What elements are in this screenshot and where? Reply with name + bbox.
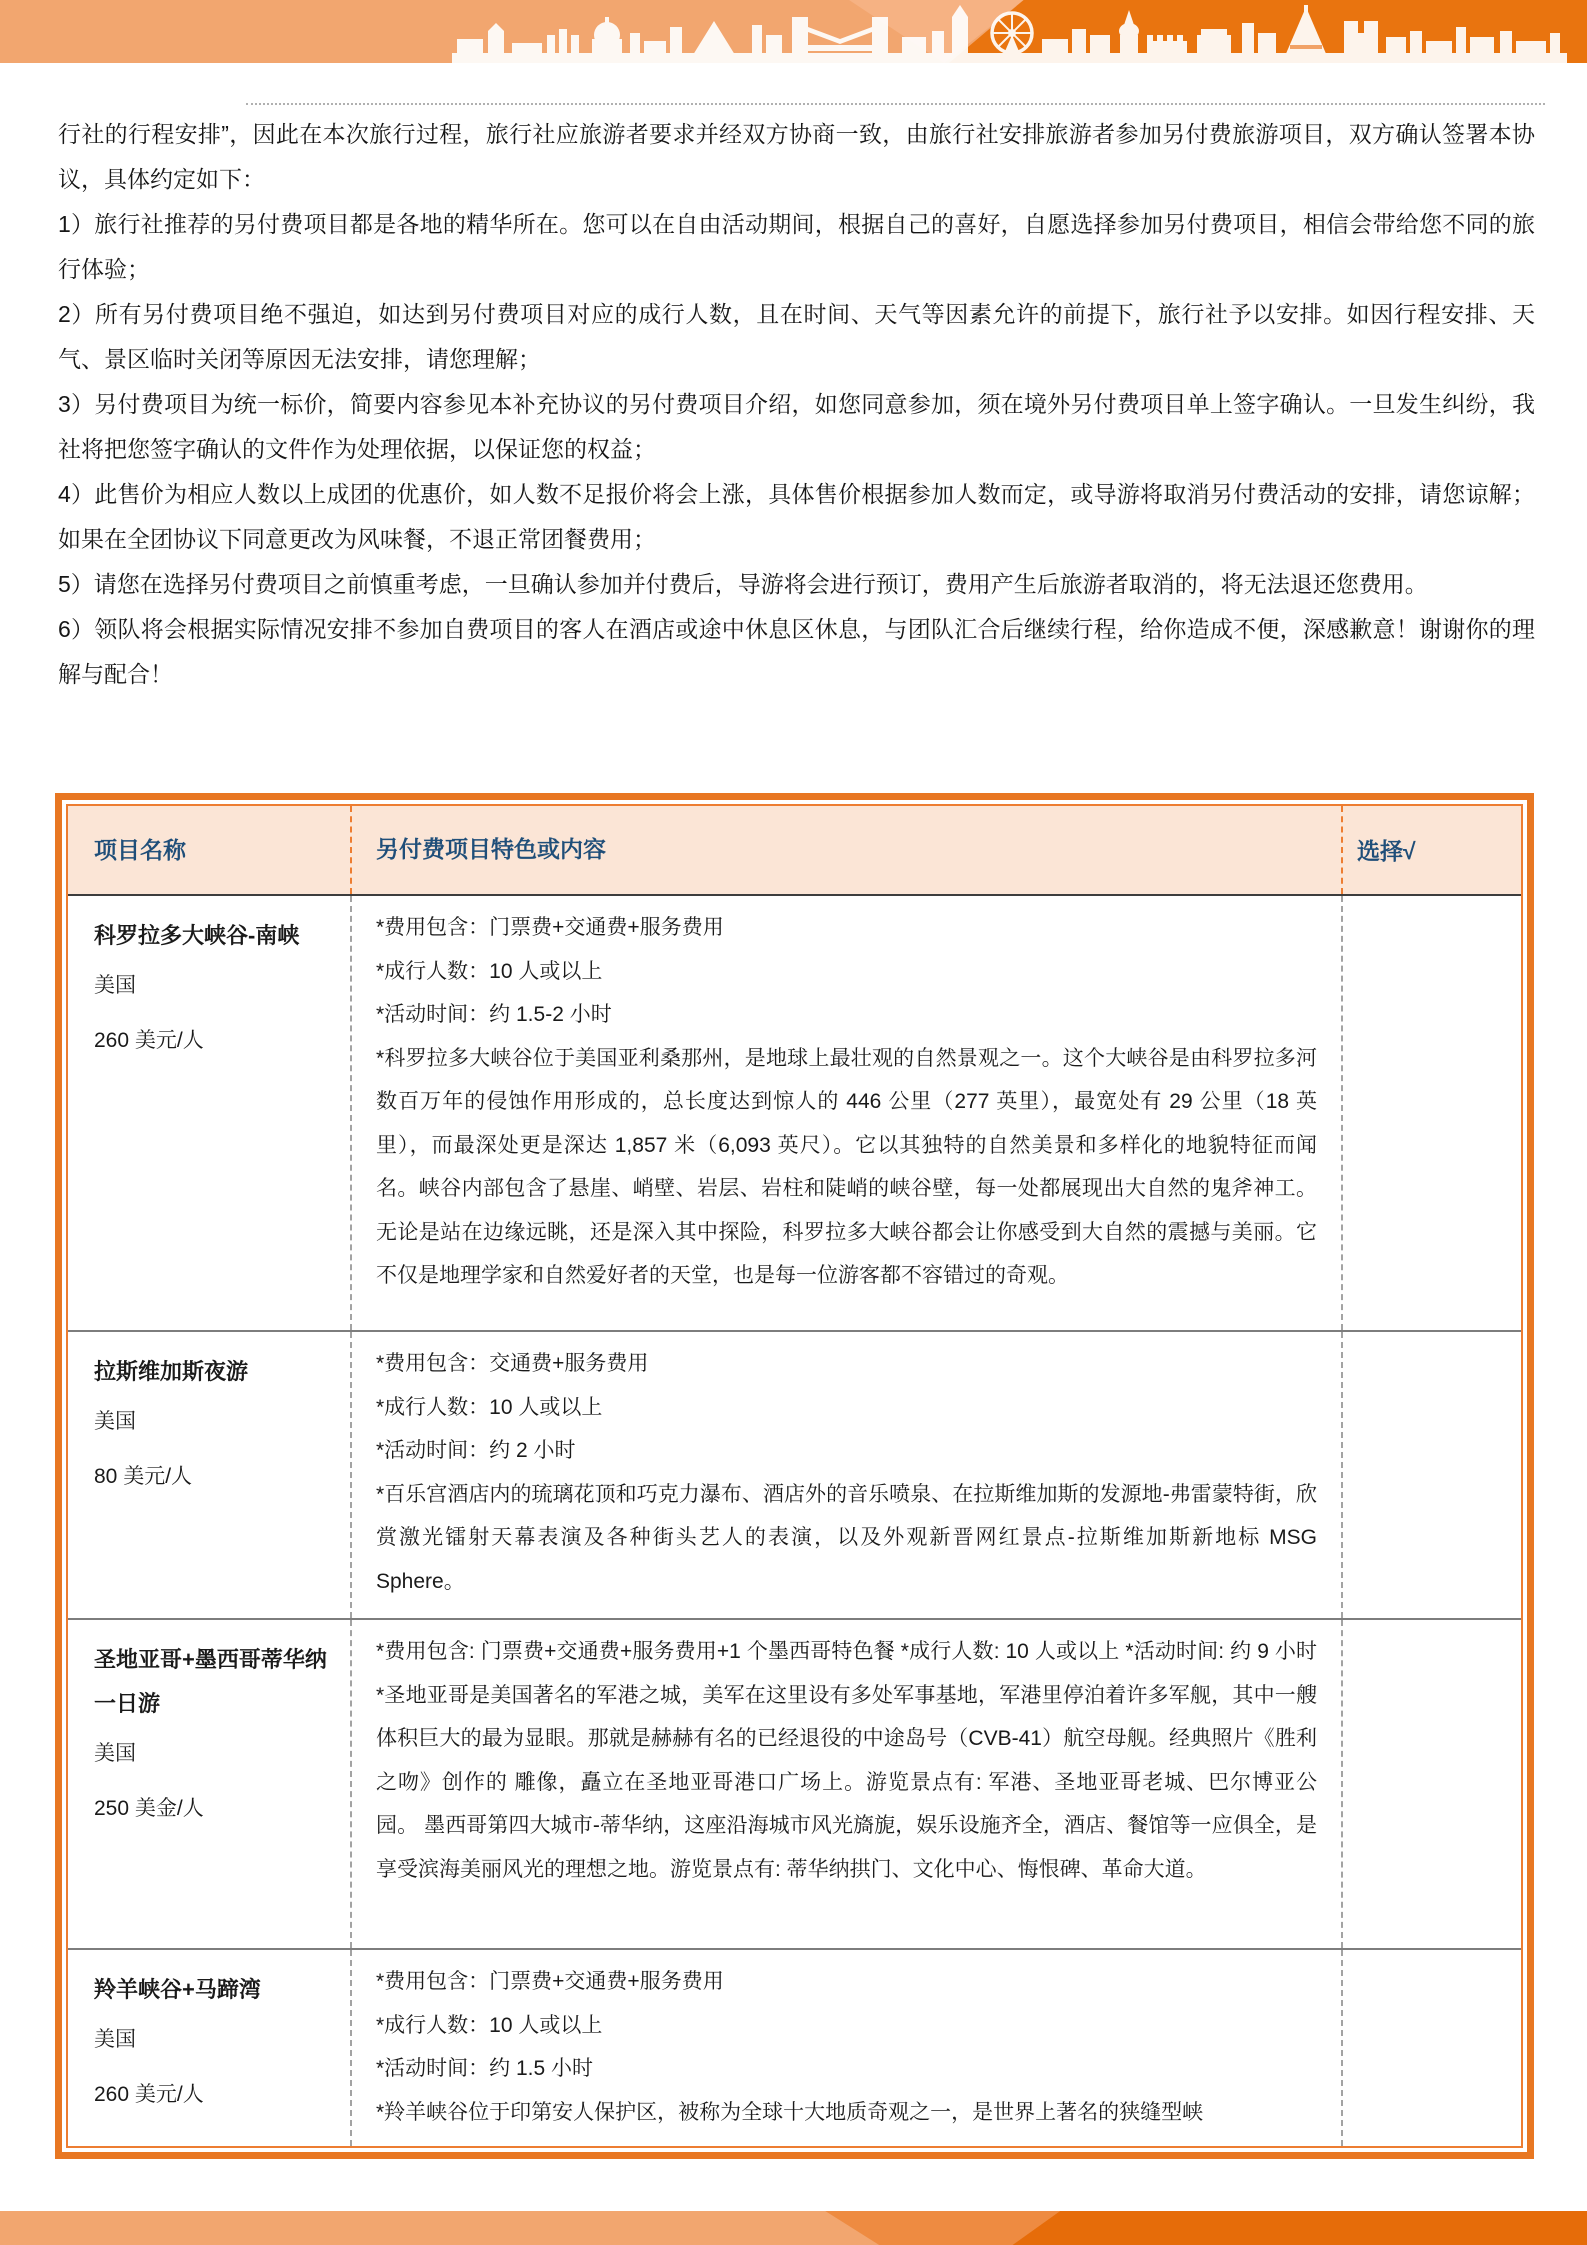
project-price: 260 美元/人 bbox=[94, 2083, 204, 2106]
intro-paragraph: 2）所有另付费项目绝不强迫，如达到另付费项目对应的成行人数，且在时间、天气等因素允许的前提下，旅行社予以安排。如因行程安排、天气、景区临时关闭等原因无法安排，请您理解； bbox=[58, 301, 1535, 372]
project-name-cell bbox=[68, 1950, 350, 2146]
header-cell-select bbox=[1341, 806, 1521, 894]
feature-line: *活动时间：约 1.5-2 小时 bbox=[376, 1003, 612, 1026]
city-skyline-icon bbox=[452, 5, 1567, 63]
feature-line: *费用包含：门票费+交通费+服务费用 bbox=[376, 916, 724, 939]
intro-paragraph: 1）旅行社推荐的另付费项目都是各地的精华所在。您可以在自由活动期间，根据自己的喜好，自愿选择参加另付费项目，相信会带给您不同的旅行体验； bbox=[58, 211, 1535, 282]
feature-line: *活动时间：约 2 小时 bbox=[376, 1439, 576, 1462]
select-cell bbox=[1341, 896, 1521, 1330]
select-cell bbox=[1341, 1332, 1521, 1618]
feature-line: *成行人数：10 人或以上 bbox=[376, 2013, 603, 2037]
project-name-cell bbox=[68, 1332, 350, 1618]
header-label: 另付费项目特色或内容 bbox=[376, 836, 606, 862]
project-country: 美国 bbox=[94, 974, 136, 997]
intro-paragraph: 行社的行程安排”，因此在本次旅行过程，旅行社应旅游者要求并经双方协商一致，由旅行社安排旅游者参加另付费旅游项目，双方确认签署本协议，具体约定如下： bbox=[58, 121, 1535, 192]
project-country: 美国 bbox=[94, 2028, 136, 2051]
project-price: 260 美元/人 bbox=[94, 1029, 204, 1052]
top-banner bbox=[0, 0, 1587, 63]
feature-line: *成行人数：10 人或以上 bbox=[376, 1395, 603, 1419]
table-row-las-vegas-night bbox=[68, 1330, 1521, 1618]
intro-paragraph: 6）领队将会根据实际情况安排不参加自费项目的客人在酒店或途中休息区休息，与团队汇合后继续行程，给你造成不便，深感歉意！谢谢你的理解与配合！ bbox=[58, 616, 1535, 687]
feature-line: *羚羊峡谷位于印第安人保护区，被称为全球十大地质奇观之一，是世界上著名的狭缝型峡 bbox=[376, 2100, 1204, 2124]
header-divider-line bbox=[246, 103, 1545, 105]
intro-paragraph: 3）另付费项目为统一标价，简要内容参见本补充协议的另付费项目介绍，如您同意参加，须在境外另付费项目单上签字确认。一旦发生纠纷，我社将把您签字确认的文件作为处理依据，以保证您的权益； bbox=[58, 391, 1535, 462]
header-cell-features bbox=[350, 806, 1341, 894]
header-cell-project-name bbox=[68, 806, 350, 894]
table-row-antelope-canyon bbox=[68, 1948, 1521, 2146]
intro-paragraph: 4）此售价为相应人数以上成团的优惠价，如人数不足报价将会上涨，具体售价根据参加人数而定，或导游将取消另付费活动的安排，请您谅解；如果在全团协议下同意更改为风味餐，不退正常团餐费用； bbox=[58, 481, 1535, 552]
header-label: 选择√ bbox=[1357, 838, 1416, 864]
paid-items-table-inner bbox=[66, 804, 1523, 2148]
project-name-cell bbox=[68, 896, 350, 1330]
header-label: 项目名称 bbox=[94, 837, 186, 863]
table-row-san-diego-tijuana bbox=[68, 1618, 1521, 1948]
project-price: 80 美元/人 bbox=[94, 1465, 193, 1488]
bottom-banner bbox=[0, 2211, 1587, 2245]
feature-line: *活动时间：约 1.5 小时 bbox=[376, 2057, 594, 2080]
project-title: 拉斯维加斯夜游 bbox=[94, 1359, 249, 1384]
feature-line: *费用包含：交通费+服务费用 bbox=[376, 1352, 649, 1375]
feature-line: *百乐宫酒店内的琉璃花顶和巧克力瀑布、酒店外的音乐喷泉、在拉斯维加斯的发源地-弗雷蒙特街，欣赏激光镭射天幕表演及各种街头艺人的表演，以及外观新晋网红景点-拉斯维加斯新地标 MSG Sphere。 bbox=[376, 1482, 1338, 1593]
feature-line: *费用包含: 门票费+交通费+服务费用+1 个墨西哥特色餐 *成行人数: 10 人或以上 *活动时间: 约 9 小时 *圣地亚哥是美国著名的军港之城，美军在这里设有多处军事基地，军港里停泊着许多军舰，其中一艘体积巨大的最为显眼。那就是赫赫有名的已经退役的中途岛号（CVB-41）航空母舰。经典照片《胜利之吻》创作的 雕像，矗立在圣地亚哥港口广场上。游览景点有: 军港、圣地亚哥老城、巴尔博亚公园。 墨西哥第四大城市-蒂华纳，这座沿海城市风光旖旎，娱乐设施齐全，酒店、餐馆等一应俱全，是享受滨海美丽风光的理想之地。游览景点有: 蒂华纳拱门、文化中心、悔恨碑、革命大道。 bbox=[376, 1640, 1317, 1881]
project-country: 美国 bbox=[94, 1742, 136, 1765]
project-features-cell bbox=[350, 1620, 1341, 1948]
footer-dark-shape bbox=[0, 2211, 1587, 2245]
feature-line: *费用包含：门票费+交通费+服务费用 bbox=[376, 1970, 724, 1993]
project-country: 美国 bbox=[94, 1410, 136, 1433]
select-cell bbox=[1341, 1620, 1521, 1948]
project-features-cell bbox=[350, 896, 1341, 1330]
intro-paragraph: 5）请您在选择另付费项目之前慎重考虑，一旦确认参加并付费后，导游将会进行预订，费用产生后旅游者取消的，将无法退还您费用。 bbox=[58, 571, 1428, 597]
project-title: 圣地亚哥+墨西哥蒂华纳一日游 bbox=[94, 1647, 327, 1716]
select-cell bbox=[1341, 1950, 1521, 2146]
agreement-intro-text bbox=[58, 112, 1535, 697]
table-row-grand-canyon bbox=[68, 896, 1521, 1330]
project-price: 250 美金/人 bbox=[94, 1797, 204, 1820]
paid-items-table bbox=[55, 793, 1534, 2159]
project-title: 科罗拉多大峡谷-南峡 bbox=[94, 923, 300, 948]
feature-line: *科罗拉多大峡谷位于美国亚利桑那州，是地球上最壮观的自然景观之一。这个大峡谷是由科罗拉多河数百万年的侵蚀作用形成的，总长度达到惊人的 446 公里（277 英里），最宽处有 29 公里（18 英里），而最深处更是深达 1,857 米（6,093 英尺）。它以其独特的自然美景和多样化的地貌特征而闻名。峡谷内部包含了悬崖、峭壁、岩层、岩柱和陡峭的峡谷壁，每一处都展现出大自然的鬼斧神工。无论是站在边缘远眺，还是深入其中探险，科罗拉多大峡谷都会让你感受到大自然的震撼与美丽。它不仅是地理学家和自然爱好者的天堂，也是每一位游客都不容错过的奇观。 bbox=[376, 1046, 1317, 1287]
project-features-cell bbox=[350, 1332, 1341, 1618]
project-features-cell bbox=[350, 1950, 1341, 2146]
project-name-cell bbox=[68, 1620, 350, 1948]
project-title: 羚羊峡谷+马蹄湾 bbox=[94, 1977, 261, 2002]
feature-line: *成行人数：10 人或以上 bbox=[376, 959, 603, 983]
table-header-row bbox=[68, 806, 1521, 896]
